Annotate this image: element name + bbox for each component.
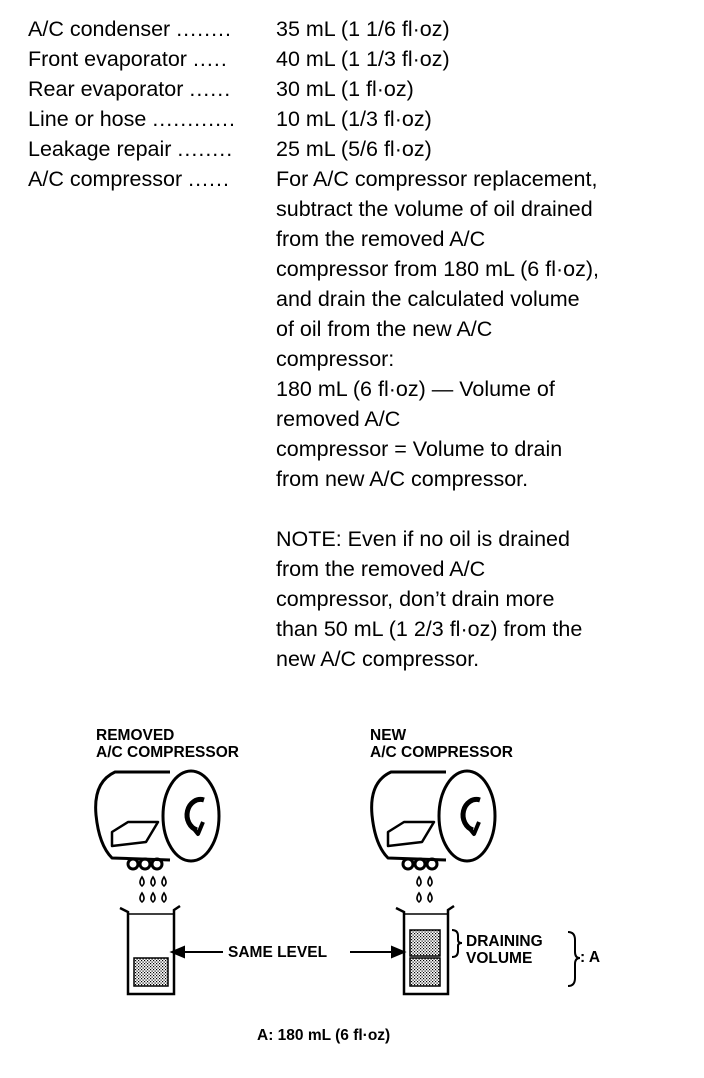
note-line: compressor, don’t drain more bbox=[276, 587, 555, 611]
new-compressor-icon bbox=[372, 771, 495, 869]
part-name: Leakage repair bbox=[28, 137, 172, 161]
instruction-line: removed A/C bbox=[276, 407, 401, 431]
part-name: Rear evaporator bbox=[28, 77, 184, 101]
note-line: NOTE: Even if no oil is drained bbox=[276, 527, 570, 551]
note-line: from the removed A/C bbox=[276, 557, 486, 581]
removed-compressor-label: REMOVED A/C COMPRESSOR bbox=[96, 727, 239, 761]
oil-amount: 30 mL (1 fl·oz) bbox=[276, 77, 414, 101]
oil-drops-icon bbox=[417, 877, 432, 902]
removed-compressor-icon bbox=[96, 771, 219, 869]
instruction-line: compressor from 180 mL (6 fl·oz), bbox=[276, 257, 599, 281]
leader-dots: ..... bbox=[192, 47, 228, 71]
oil-amount: 25 mL (5/6 fl·oz) bbox=[276, 137, 432, 161]
oil-amount: 40 mL (1 1/3 fl·oz) bbox=[276, 47, 450, 71]
instruction-line: compressor: bbox=[276, 347, 395, 371]
note-line: than 50 mL (1 2/3 fl·oz) from the bbox=[276, 617, 583, 641]
same-level-arrows bbox=[172, 947, 404, 957]
part-name: A/C condenser bbox=[28, 17, 171, 41]
instruction-line: compressor = Volume to drain bbox=[276, 437, 563, 461]
instruction-line: For A/C compressor replacement, bbox=[276, 167, 598, 191]
leader-dots: ............ bbox=[152, 107, 237, 131]
instruction-line: subtract the volume of oil drained bbox=[276, 197, 593, 221]
part-name: A/C compressor bbox=[28, 167, 183, 191]
note-line: new A/C compressor. bbox=[276, 647, 480, 671]
oil-amount: 35 mL (1 1/6 fl·oz) bbox=[276, 17, 450, 41]
total-volume-brace bbox=[568, 932, 580, 986]
same-level-label: SAME LEVEL bbox=[228, 944, 328, 961]
leader-dots: ...... bbox=[188, 167, 230, 191]
draining-volume-label: DRAINING VOLUME bbox=[466, 933, 543, 967]
removed-measuring-cylinder bbox=[120, 906, 180, 994]
instruction-line: of oil from the new A/C bbox=[276, 317, 493, 341]
instruction-line: from the removed A/C bbox=[276, 227, 486, 251]
draining-volume-brace bbox=[452, 930, 462, 957]
diagram-caption: A: 180 mL (6 fl·oz) bbox=[257, 1027, 391, 1044]
leader-dots: ........ bbox=[177, 137, 234, 161]
leader-dots: ...... bbox=[189, 77, 232, 101]
new-measuring-cylinder bbox=[396, 906, 454, 994]
part-name: Front evaporator bbox=[28, 47, 187, 71]
instruction-line: 180 mL (6 fl·oz) — Volume of bbox=[276, 377, 555, 401]
leader-dots: ........ bbox=[176, 17, 232, 41]
instruction-line: from new A/C compressor. bbox=[276, 467, 529, 491]
a-label: : A bbox=[580, 949, 601, 966]
instruction-line: and drain the calculated volume bbox=[276, 287, 580, 311]
oil-amount: 10 mL (1/3 fl·oz) bbox=[276, 107, 432, 131]
new-compressor-label: NEW A/C COMPRESSOR bbox=[370, 727, 513, 761]
oil-drops-icon bbox=[140, 877, 166, 902]
part-name: Line or hose bbox=[28, 107, 147, 131]
